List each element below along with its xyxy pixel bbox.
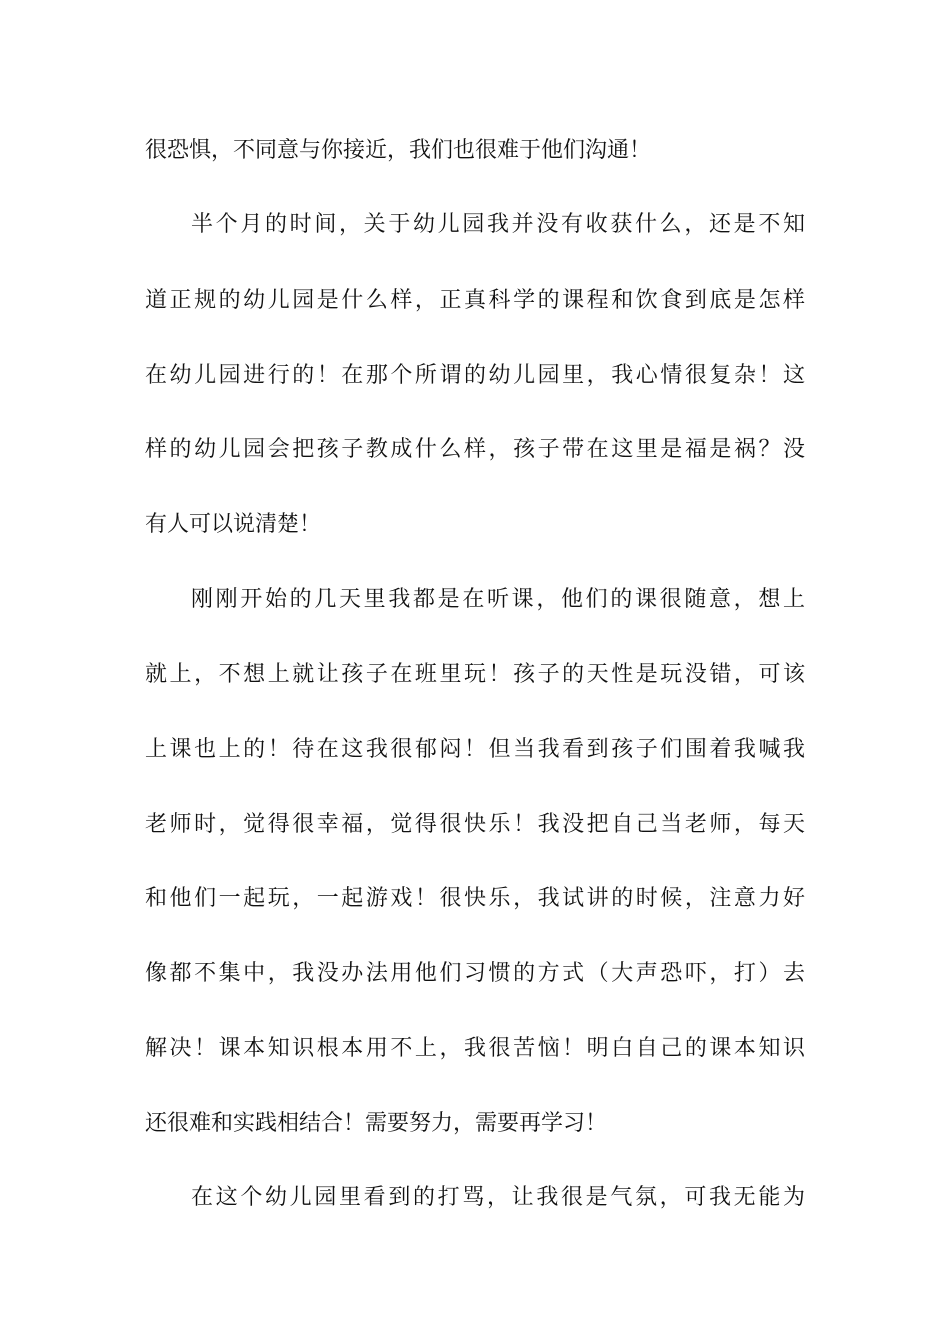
paragraph-first-line: 半个月的时间，关于幼儿园我并没有收获什么，还是不知 bbox=[191, 212, 805, 237]
text-line: 很恐惧，不同意与你接近，我们也很难于他们沟通！ bbox=[145, 138, 652, 163]
paragraph-first-line: 刚刚开始的几天里我都是在听课，他们的课很随意，想上 bbox=[191, 587, 805, 612]
text-line: 解决！课本知识根本用不上，我很苦恼！明白自己的课本知识 bbox=[145, 1036, 805, 1061]
text-line: 上课也上的！待在这我很郁闷！但当我看到孩子们围着我喊我 bbox=[145, 737, 805, 762]
paragraph-first-line: 在这个幼儿园里看到的打骂，让我很是气氛，可我无能为 bbox=[191, 1185, 805, 1210]
text-line: 有人可以说清楚！ bbox=[145, 512, 322, 537]
text-line: 样的幼儿园会把孩子教成什么样，孩子带在这里是福是祸？没 bbox=[145, 437, 805, 462]
text-line: 还很难和实践相结合！需要努力，需要再学习！ bbox=[145, 1111, 608, 1136]
text-line: 就上，不想上就让孩子在班里玩！孩子的天性是玩没错，可该 bbox=[145, 662, 805, 687]
text-line: 道正规的幼儿园是什么样，正真科学的课程和饮食到底是怎样 bbox=[145, 288, 805, 313]
text-line: 和他们一起玩，一起游戏！很快乐，我试讲的时候，注意力好 bbox=[145, 886, 805, 911]
text-line: 在幼儿园进行的！在那个所谓的幼儿园里，我心情很复杂！这 bbox=[145, 363, 805, 388]
text-line: 像都不集中，我没办法用他们习惯的方式（大声恐吓，打）去 bbox=[145, 961, 805, 986]
text-line: 老师时，觉得很幸福，觉得很快乐！我没把自己当老师，每天 bbox=[145, 812, 805, 837]
